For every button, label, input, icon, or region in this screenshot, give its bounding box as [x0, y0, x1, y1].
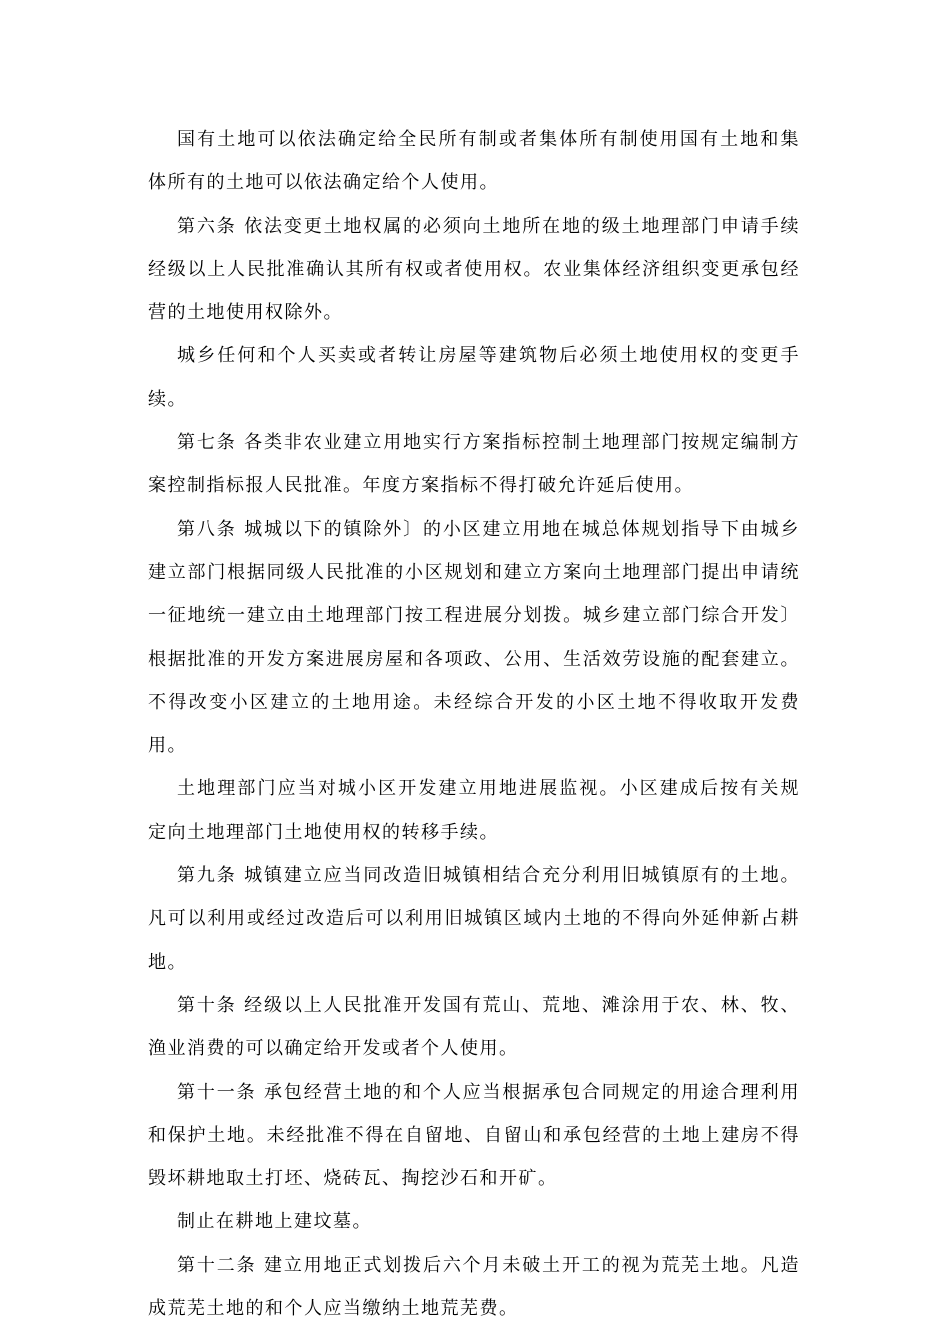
paragraph-supervision: 土地理部门应当对城小区开发建立用地进展监视。小区建成后按有关规定向土地理部门土地使用权的转移手续。: [148, 778, 800, 843]
paragraph-article-6: 第六条 依法变更土地权属的必须向土地所在地的级土地理部门申请手续经级以上人民批准确认其所有权或者使用权。农业集体经济组织变更承包经营的土地使用权除外。: [148, 215, 800, 324]
paragraph-grave-ban: 制止在耕地上建坟墓。: [177, 1211, 372, 1233]
paragraph-article-8: 第八条 城城以下的镇除外〕的小区建立用地在城总体规划指导下由城乡建立部门根据同级人民批准的小区规划和建立方案向土地理部门提出申请统一征地统一建立由土地理部门按工程进展分划拨。城乡建立部门综合开发〕根据批准的开发方案进展房屋和各项政、公用、生活效劳设施的配套建立。不得改变小区建立的土地用途。未经综合开发的小区土地不得收取开发费用。: [148, 518, 800, 757]
document-body: [148, 118, 800, 1330]
paragraph-article-12: 第十二条 建立用地正式划拨后六个月未破土开工的视为荒芜土地。凡造成荒芜土地的和个人应当缴纳土地荒芜费。: [148, 1254, 800, 1320]
paragraph-house-transfer: 城乡任何和个人买卖或者转让房屋等建筑物后必须土地使用权的变更手续。: [148, 345, 800, 410]
paragraph-article-9: 第九条 城镇建立应当同改造旧城镇相结合充分利用旧城镇原有的土地。凡可以利用或经过改造后可以利用旧城镇区域内土地的不得向外延伸新占耕地。: [148, 865, 800, 973]
paragraph-state-land-use: 国有土地可以依法确定给全民所有制或者集体所有制使用国有土地和集体所有的土地可以依法确定给个人使用。: [148, 129, 800, 194]
paragraph-article-11: 第十一条 承包经营土地的和个人应当根据承包合同规定的用途合理利用和保护土地。未经批准不得在自留地、自留山和承包经营的土地上建房不得毁坏耕地取土打坯、烧砖瓦、掏挖沙石和开矿。: [148, 1081, 800, 1190]
paragraph-article-7: 第七条 各类非农业建立用地实行方案指标控制土地理部门按规定编制方案控制指标报人民批准。年度方案指标不得打破允许延后使用。: [148, 432, 800, 497]
paragraph-article-10: 第十条 经级以上人民批准开发国有荒山、荒地、滩涂用于农、林、牧、渔业消费的可以确定给开发或者个人使用。: [148, 994, 800, 1060]
